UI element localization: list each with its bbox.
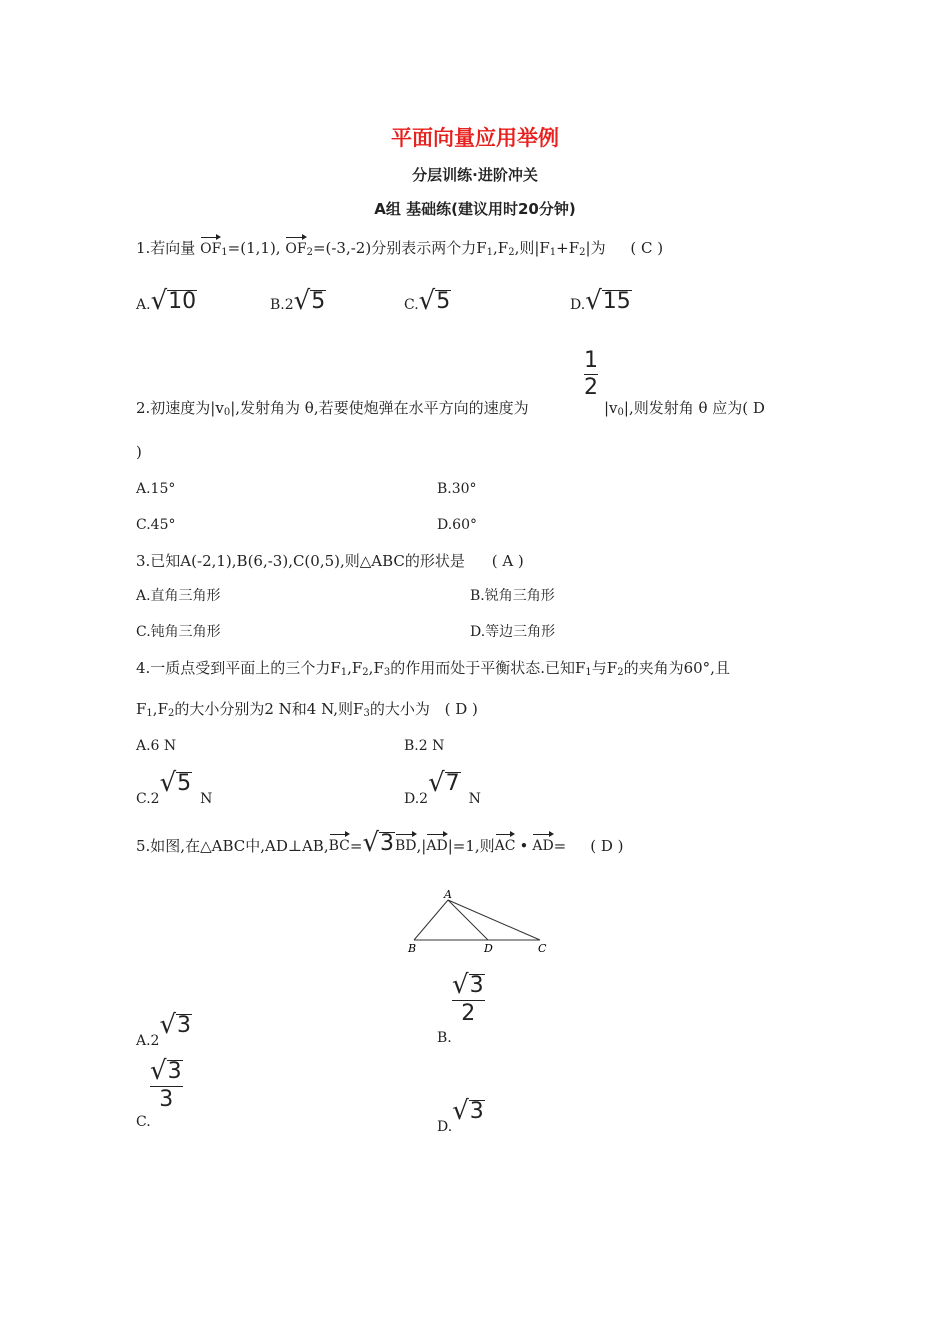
option-label: C.2 xyxy=(136,791,160,807)
q4-option-a: A.6 N xyxy=(136,738,177,754)
q2-sub: 0 xyxy=(617,407,624,418)
label-a: A xyxy=(444,888,452,901)
question-5 xyxy=(136,830,624,856)
numerator: 1 xyxy=(584,348,598,373)
q5-option-b xyxy=(452,972,485,1027)
vector-bc: BC xyxy=(329,832,350,856)
q1-sub: 1 xyxy=(486,247,493,258)
edge-ad xyxy=(448,900,488,940)
q5-answer: ( D ) xyxy=(590,837,624,855)
q4-option-d xyxy=(404,768,481,807)
q1-answer: ( C ) xyxy=(630,239,664,257)
q4-text: ,F xyxy=(347,659,363,677)
radicand: 10 xyxy=(168,289,197,314)
q5-option-a xyxy=(136,1010,192,1049)
q1-option-b xyxy=(270,288,326,315)
q1-sub: 2 xyxy=(579,247,586,258)
q2-text: |,则发射角 θ 应为( D xyxy=(623,399,765,417)
sqrt: √ 15 xyxy=(585,286,631,316)
q1-part1: =(1,1), xyxy=(227,239,281,257)
q1-sub: 2 xyxy=(508,247,515,258)
sqrt: √ 7 xyxy=(428,768,460,798)
q4-sub: 2 xyxy=(167,708,175,719)
q4-text: 的作用而处于平衡状态.已知F xyxy=(390,659,586,677)
coefficient: 2 xyxy=(284,297,294,313)
q4-sub: 2 xyxy=(617,667,624,678)
q2-option-c: C.45° xyxy=(136,517,176,533)
q2-option-a: A.15° xyxy=(136,481,176,497)
sqrt: √ 3 xyxy=(452,1096,484,1126)
question-1 xyxy=(136,235,663,263)
q4-sub: 3 xyxy=(383,667,391,678)
q1-option-c xyxy=(404,288,451,315)
q2-sub: 0 xyxy=(223,407,231,418)
q1-option-a xyxy=(136,288,197,315)
radicand: 3 xyxy=(469,973,484,998)
q4-text: 的夹角为60°,且 xyxy=(623,659,730,677)
q4-sub: 1 xyxy=(146,708,153,719)
edge-ab xyxy=(414,900,448,940)
radicand: 3 xyxy=(167,1059,182,1084)
question-2-cont xyxy=(604,398,765,423)
q2-text: |v xyxy=(604,399,618,417)
label-c: C xyxy=(538,942,547,955)
q1-part5: +F xyxy=(556,239,580,257)
q2-fraction xyxy=(584,348,598,401)
q2-option-b: B.30° xyxy=(437,481,477,497)
page-subtitle: 分层训练·进阶冲关 xyxy=(412,166,538,184)
radicand: 3 xyxy=(177,1013,192,1038)
q3-option-a: A.直角三角形 xyxy=(136,588,221,604)
q4-answer: ( D ) xyxy=(444,700,478,718)
q1-sub: 1 xyxy=(221,247,228,258)
q5-text: 5.如图,在△ABC中,AD⊥AB, xyxy=(136,837,329,855)
vector-ac: AC xyxy=(495,832,516,856)
vector-bd: BD xyxy=(395,832,417,856)
option-label: D. xyxy=(570,297,586,313)
q3-option-d: D.等边三角形 xyxy=(470,624,556,640)
question-4 xyxy=(136,658,730,683)
q4-text: 的大小为 xyxy=(369,700,430,718)
q1-part3: ,F xyxy=(493,239,509,257)
radicand: 3 xyxy=(380,831,395,856)
q4-option-b: B.2 N xyxy=(404,738,445,754)
sqrt: √ 3 xyxy=(159,1010,192,1040)
vector-of1: OF xyxy=(200,235,221,259)
question-4-line2 xyxy=(136,699,478,724)
sqrt: √ 3 xyxy=(150,1056,182,1086)
radicand: 7 xyxy=(445,771,460,796)
question-3 xyxy=(136,551,524,571)
denominator: 2 xyxy=(461,1001,476,1026)
sqrt: √ 3 xyxy=(452,970,484,1000)
q4-sub: 1 xyxy=(340,667,348,678)
q3-answer: ( A ) xyxy=(491,552,524,570)
q4-text: 的大小分别为2 N和4 N,则F xyxy=(174,700,364,718)
unit: N xyxy=(468,791,481,807)
radicand: 3 xyxy=(469,1099,484,1124)
q5-text: ,| xyxy=(416,837,427,855)
radicand: 5 xyxy=(177,771,192,796)
q4-text: ,F xyxy=(152,700,168,718)
q4-text: 4.一质点受到平面上的三个力F xyxy=(136,659,341,677)
edge-ac xyxy=(448,900,540,940)
q3-text: 3.已知A(-2,1),B(6,-3),C(0,5),则△ABC的形状是 xyxy=(136,552,465,570)
option-label: C. xyxy=(404,297,419,313)
q1-sub: 1 xyxy=(549,247,557,258)
label-d: D xyxy=(484,942,493,955)
option-label: A.2 xyxy=(136,1033,160,1049)
q5-option-c-label: C. xyxy=(136,1114,151,1130)
q4-option-c xyxy=(136,768,213,807)
q1-part2: =(-3,-2)分别表示两个力F xyxy=(312,239,487,257)
q2-text: |,发射角为 θ,若要使炮弹在水平方向的速度为 xyxy=(230,399,529,417)
q5-option-b-label: B. xyxy=(437,1030,452,1046)
triangle-figure xyxy=(400,888,560,958)
q5-option-d xyxy=(437,1096,485,1135)
q2-text: 2.初速度为|v xyxy=(136,399,224,417)
vector-ad: AD xyxy=(426,832,447,856)
sqrt: √ 5 xyxy=(418,286,451,316)
q1-option-d xyxy=(570,288,632,315)
q1-part4: ,则|F xyxy=(514,239,550,257)
q5-text: = xyxy=(349,837,363,855)
q3-option-c: C.钝角三角形 xyxy=(136,624,221,640)
vector-of2: OF xyxy=(285,235,306,259)
q4-sub: 2 xyxy=(362,667,369,678)
q5-text: |=1,则 xyxy=(447,837,495,855)
q4-sub: 3 xyxy=(363,708,370,719)
q4-text: F xyxy=(136,700,147,718)
denominator: 2 xyxy=(584,375,598,400)
q5-option-c xyxy=(150,1058,183,1113)
radicand: 5 xyxy=(311,289,326,314)
q1-sub: 2 xyxy=(306,247,313,258)
q4-sub: 1 xyxy=(585,667,592,678)
option-label: A. xyxy=(136,297,151,313)
page-title: 平面向量应用举例 xyxy=(391,126,559,150)
q2-line2: ) xyxy=(136,443,142,461)
option-label: D. xyxy=(437,1119,453,1135)
vector-ad-2: AD xyxy=(532,832,553,856)
sqrt: √ 5 xyxy=(159,768,192,798)
q5-text: • xyxy=(519,837,529,855)
q4-text: ,F xyxy=(368,659,384,677)
label-b: B xyxy=(408,942,417,955)
sqrt: √ 10 xyxy=(150,286,197,316)
radicand: 5 xyxy=(436,289,451,314)
section-heading: A组 基础练(建议用时20分钟) xyxy=(374,200,576,218)
unit: N xyxy=(200,791,213,807)
q5-text: = xyxy=(553,837,567,855)
q1-prefix: 1.若向量 xyxy=(136,239,196,257)
q4-text: 与F xyxy=(591,659,618,677)
radicand: 15 xyxy=(602,289,631,314)
option-label: B. xyxy=(270,297,285,313)
q2-option-d: D.60° xyxy=(437,517,477,533)
sqrt: √ 3 xyxy=(362,828,395,858)
option-label: D.2 xyxy=(404,791,429,807)
sqrt: √ 5 xyxy=(293,286,326,316)
q1-part6: |为 xyxy=(585,239,606,257)
denominator: 3 xyxy=(159,1087,174,1112)
q3-option-b: B.锐角三角形 xyxy=(470,588,555,604)
question-2 xyxy=(136,398,529,423)
